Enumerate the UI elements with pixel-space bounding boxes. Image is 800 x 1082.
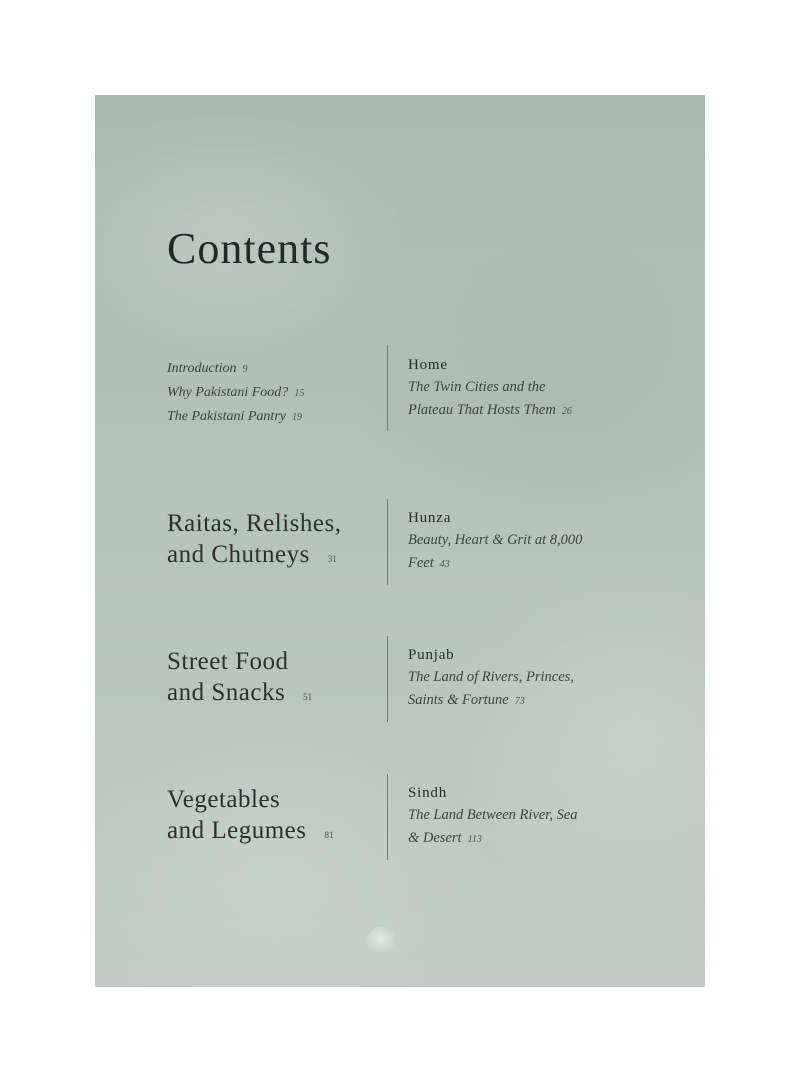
chapter-title-line: Street Food bbox=[167, 648, 289, 675]
contents-page bbox=[95, 95, 705, 987]
region-description-line: Beauty, Heart & Grit at 8,000 bbox=[408, 532, 583, 548]
region-name: Home bbox=[408, 357, 448, 373]
region-description bbox=[408, 529, 608, 576]
region-description bbox=[408, 666, 608, 713]
page-number: 26 bbox=[561, 406, 572, 417]
region-entry-hunza[interactable] bbox=[408, 507, 608, 576]
page-number: 81 bbox=[324, 830, 334, 840]
paper-stain bbox=[367, 927, 397, 953]
chapter-entry-vegetables[interactable] bbox=[167, 784, 333, 851]
region-entry-home[interactable] bbox=[408, 354, 608, 423]
region-name: Sindh bbox=[408, 785, 448, 801]
region-description-line: & Desert bbox=[408, 830, 462, 846]
chapter-title-line: Vegetables bbox=[167, 786, 281, 813]
page-number: 43 bbox=[439, 559, 450, 570]
page-number: 73 bbox=[514, 696, 525, 707]
page-number: 9 bbox=[242, 364, 248, 375]
region-description bbox=[408, 376, 608, 423]
page-number: 19 bbox=[292, 412, 302, 423]
divider-line bbox=[387, 774, 388, 860]
front-matter-item[interactable] bbox=[167, 381, 304, 405]
region-description-line: The Land Between River, Sea bbox=[408, 807, 578, 823]
page-number: 15 bbox=[294, 388, 305, 399]
region-description-line: The Land of Rivers, Princes, bbox=[408, 669, 574, 685]
chapter-title-line: and Snacks bbox=[167, 679, 286, 706]
divider-line bbox=[387, 345, 388, 431]
chapter-title-line: and Chutneys bbox=[167, 541, 310, 568]
region-name: Hunza bbox=[408, 510, 452, 526]
region-description-line: Plateau That Hosts Them bbox=[408, 402, 556, 418]
chapter-title-line: and Legumes bbox=[167, 817, 307, 844]
front-matter-label: Why Pakistani Food? bbox=[167, 385, 289, 400]
front-matter-item[interactable] bbox=[167, 405, 304, 429]
page-title: Contents bbox=[167, 224, 332, 273]
page-number: 51 bbox=[303, 692, 313, 702]
divider-line bbox=[387, 499, 388, 585]
front-matter-label: The Pakistani Pantry bbox=[167, 409, 286, 424]
region-description bbox=[408, 804, 608, 851]
page-number: 31 bbox=[327, 554, 337, 564]
region-description-line: Saints & Fortune bbox=[408, 692, 509, 708]
chapter-entry-raitas[interactable] bbox=[167, 508, 341, 575]
region-entry-punjab[interactable] bbox=[408, 644, 608, 713]
front-matter-list bbox=[167, 357, 304, 429]
chapter-entry-street-food[interactable] bbox=[167, 646, 312, 713]
page-number: 113 bbox=[467, 834, 482, 845]
region-name: Punjab bbox=[408, 647, 455, 663]
chapter-title-line: Raitas, Relishes, bbox=[167, 510, 342, 537]
front-matter-item[interactable] bbox=[167, 357, 304, 381]
region-description-line: The Twin Cities and the bbox=[408, 379, 546, 395]
divider-line bbox=[387, 636, 388, 722]
front-matter-label: Introduction bbox=[167, 361, 237, 376]
region-entry-sindh[interactable] bbox=[408, 782, 608, 851]
region-description-line: Feet bbox=[408, 555, 434, 571]
